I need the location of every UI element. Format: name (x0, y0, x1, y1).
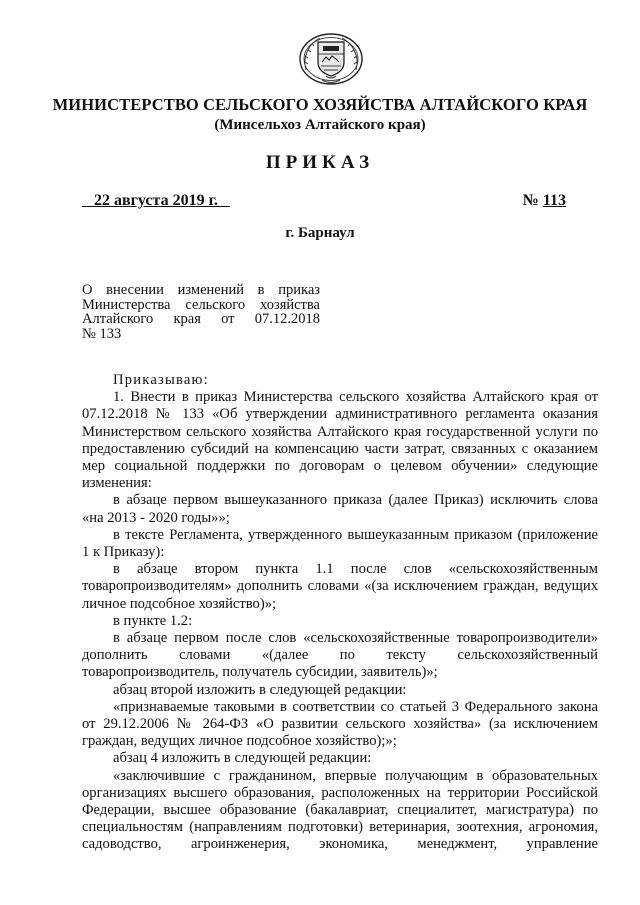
order-date-value: 22 августа 2019 г. (94, 192, 219, 209)
subject-line: Алтайского края от 07.12.2018 (82, 311, 320, 327)
paragraph: в абзаце первом вышеуказанного приказа (далее Приказ) исключить слова «на 2013 - 2020 годы»»; (82, 492, 598, 526)
paragraph: в абзаце втором пункта 1.1 после слов «сельскохозяйственным товаропроизводителям» дополнить словами «(за исключением граждан, ведущих личное подсобное хозяйство)»; (82, 561, 598, 612)
subject-line: № 133 (82, 325, 122, 342)
order-intro: Приказываю: (113, 372, 209, 388)
order-date (82, 192, 230, 210)
paragraph: в абзаце первом после слов «сельскохозяйственные товаропроизводители» дополнить словами «(далее по тексту сельскохозяйственный товаропроизводитель, получатель субсидии, заявитель)»; (82, 630, 598, 681)
subject-line: Министерства сельского хозяйства (82, 296, 320, 313)
coat-of-arms-emblem (298, 30, 364, 86)
paragraph: 1. Внести в приказ Министерства сельского хозяйства Алтайского края от 07.12.2018 № 133 «Об утверждении административного регламента оказания Министерством сельского хозяйства Алтайского края государственной услуги по предоставлению субсидий на компенсацию части затрат, связанных с оказанием мер социальной поддержки по договорам о целевом обучении» следующие изменения: (82, 389, 598, 492)
order-number (523, 192, 566, 210)
city: г. Барнаул (285, 225, 355, 241)
order-body (82, 372, 598, 854)
paragraph: «заключившие с гражданином, впервые получающим в образовательных организациях высшего образования, расположенных на территории Российской Федерации, высшее образование (бакалавриат, специалитет, магистратура) по специальностям (направлениям подготовки) ветеринария, зоотехния, агрономия, садоводство, агроинженерия, экономика, менеджмент, управление (82, 767, 598, 853)
order-number-prefix: № (522, 192, 539, 209)
paragraph: в тексте Регламента, утвержденного вышеуказанным приказом (приложение 1 к Приказу): (82, 526, 598, 561)
order-subject (82, 283, 320, 341)
paragraph: в пункте 1.2: (113, 612, 193, 629)
ministry-short-name: (Минсельхоз Алтайского края) (214, 117, 426, 133)
subject-line: О внесении изменений в приказ (82, 282, 320, 298)
order-number-value: 113 (542, 192, 566, 209)
paragraph: абзац второй изложить в следующей редакции: (113, 681, 407, 698)
paragraph: абзац 4 изложить в следующей редакции: (113, 750, 372, 767)
ministry-name: МИНИСТЕРСТВО СЕЛЬСКОГО ХОЗЯЙСТВА АЛТАЙСКОГО КРАЯ (52, 95, 588, 114)
paragraph: «признаваемые таковыми в соответствии со статьей 3 Федерального закона от 29.12.2006 № 264-ФЗ «О развитии сельского хозяйства» (за исключением граждан, ведущих личное подсобное хозяйство);»; (82, 698, 598, 750)
document-type-title: ПРИКАЗ (265, 152, 375, 173)
